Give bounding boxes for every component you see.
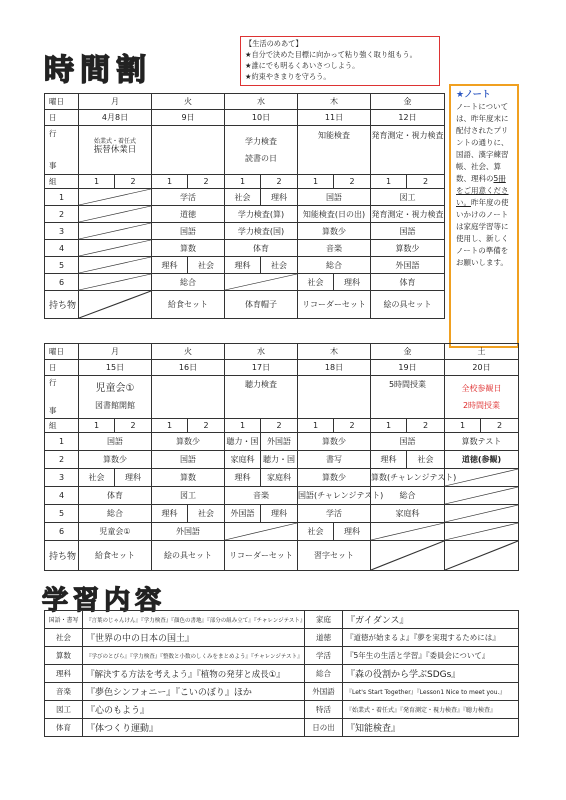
event-mon: 児童会① 図書館開館 — [79, 376, 152, 419]
w1-p4-fri: 算数少 — [371, 240, 445, 257]
w1-p4-thu: 音楽 — [298, 240, 371, 257]
subject-content: 『Let's Start Together』『Lesson1 Nice to meet you.』 — [343, 683, 519, 701]
empty-cell — [371, 523, 445, 541]
subject-content: 『解決する方法を考えよう』『植物の発芽と成長①』 — [83, 665, 305, 683]
content-row — [45, 629, 519, 647]
event-wed: 学力検査 読書の日 — [225, 126, 298, 175]
date-tue: 9日 — [152, 110, 225, 126]
empty-cell — [445, 541, 519, 571]
goals-title: 【生活のめあて】 — [245, 39, 303, 48]
subject-label: 外国語 — [305, 683, 343, 701]
w1-p5-fri: 外国語 — [371, 257, 445, 274]
subject-label: 国語・書写 — [45, 611, 83, 629]
goal-item: ★誰にでも明るくあいさつしよう。 — [245, 61, 360, 70]
w1-p6-fri: 体育 — [371, 274, 445, 291]
note-title: ★ノート — [456, 90, 491, 100]
w2-p5-fri: 家庭科 — [371, 505, 445, 523]
period-1: 1 — [45, 433, 79, 451]
w2-p2-fri1: 理科 — [371, 451, 407, 469]
w2-items-thu: 習字セット — [298, 541, 371, 571]
period-6: 6 — [45, 523, 79, 541]
subject-label: 算数 — [45, 647, 83, 665]
subject-label: 理科 — [45, 665, 83, 683]
event-thu — [298, 376, 371, 419]
w2-p3-mon2: 理科 — [115, 469, 152, 487]
date-mon: 4月8日 — [79, 110, 152, 126]
period-5: 5 — [45, 257, 79, 274]
subject-label: 体育 — [45, 719, 83, 737]
life-goals-box — [240, 36, 440, 86]
period-6: 6 — [45, 274, 79, 291]
w2-p4-wed: 音楽 — [225, 487, 298, 505]
empty-cell — [79, 257, 152, 274]
period-2: 2 — [45, 451, 79, 469]
items-label: 持ち物 — [45, 291, 79, 319]
w1-items-thu: リコーダーセット — [298, 291, 371, 319]
day-mon: 月 — [79, 344, 152, 360]
subject-content: 『始業式・着任式』『発育測定・視力検査』『聴力検査』 — [343, 701, 519, 719]
event-label: 行 事 — [45, 376, 79, 419]
w2-p1-tue: 算数少 — [152, 433, 225, 451]
subject-label: 道徳 — [305, 629, 343, 647]
w2-p5-tue1: 理科 — [152, 505, 188, 523]
empty-cell — [79, 291, 152, 319]
date: 16日 — [152, 360, 225, 376]
event-sat: 全校参観日 2時間授業 — [445, 376, 519, 419]
w1-p5-thu: 総合 — [298, 257, 371, 274]
date: 17日 — [225, 360, 298, 376]
content-row — [45, 683, 519, 701]
w2-p2-wed2: 聴力・国 — [261, 451, 298, 469]
w2-p5-mon: 総合 — [79, 505, 152, 523]
w2-p1-fri: 国語 — [371, 433, 445, 451]
w2-p1-sat: 算数テスト — [445, 433, 519, 451]
date: 15日 — [79, 360, 152, 376]
empty-cell — [225, 523, 298, 541]
event-wed: 聴力検査 — [225, 376, 298, 419]
w2-p5-tue2: 社会 — [188, 505, 225, 523]
w2-items-wed: リコーダーセット — [225, 541, 298, 571]
period-3: 3 — [45, 469, 79, 487]
day-mon: 月 — [79, 94, 152, 110]
subject-content: 『夢色シンフォニー』『こいのぼり』ほか — [83, 683, 305, 701]
w2-p2-sat: 道徳(参観) — [445, 451, 519, 469]
w2-p5-wed2: 理科 — [261, 505, 298, 523]
empty-cell — [445, 523, 519, 541]
w2-p1-mon: 国語 — [79, 433, 152, 451]
subject-content: 『学びのとびら』『学力検査』『整数と小数のしくみをまとめよう』『チャレンジテスト』 — [83, 647, 305, 665]
subject-content: 『世界の中の日本の国土』 — [83, 629, 305, 647]
class-label: 組 — [45, 419, 79, 433]
w1-p5-tue2: 社会 — [188, 257, 225, 274]
period-5: 5 — [45, 505, 79, 523]
period-4: 4 — [45, 487, 79, 505]
w1-p5-wed1: 理科 — [225, 257, 261, 274]
w1-p5-tue1: 理科 — [152, 257, 188, 274]
content-row — [45, 701, 519, 719]
schedule-title — [40, 52, 200, 86]
w2-items-mon: 給食セット — [79, 541, 152, 571]
subject-content: 『体つくり運動』 — [83, 719, 305, 737]
subject-content: 『ガイダンス』 — [343, 611, 519, 629]
empty-cell — [79, 223, 152, 240]
subject-content: 『心のもよう』 — [83, 701, 305, 719]
subject-label: 図工 — [45, 701, 83, 719]
w1-p6-thu2: 理科 — [334, 274, 371, 291]
date: 20日 — [445, 360, 519, 376]
w2-p3-thu: 算数少 — [298, 469, 371, 487]
w2-p4-tue: 図工 — [152, 487, 225, 505]
day-fri: 金 — [371, 344, 445, 360]
goal-item: ★約束やきまりを守ろう。 — [245, 72, 331, 81]
subject-content: 『5年生の生活と学習』『委員会について』 — [343, 647, 519, 665]
period-3: 3 — [45, 223, 79, 240]
w2-p5-wed1: 外国語 — [225, 505, 261, 523]
svg-text:学習内容: 学習内容 — [42, 586, 167, 616]
w1-p1-thu: 国語 — [298, 189, 371, 206]
w2-p3-wed2: 家庭科 — [261, 469, 298, 487]
subject-label: 音楽 — [45, 683, 83, 701]
class-label: 組 — [45, 175, 79, 189]
subject-label: 社会 — [45, 629, 83, 647]
w1-p6-tue: 総合 — [152, 274, 225, 291]
w1-p1-wed1: 社会 — [225, 189, 261, 206]
empty-cell — [225, 274, 298, 291]
w2-p4-fri: 総合 — [371, 487, 445, 505]
items-label: 持ち物 — [45, 541, 79, 571]
period-1: 1 — [45, 189, 79, 206]
day-wed: 水 — [225, 94, 298, 110]
empty-cell — [371, 541, 445, 571]
w2-p2-wed1: 家庭科 — [225, 451, 261, 469]
content-row — [45, 665, 519, 683]
day-tue: 火 — [152, 94, 225, 110]
empty-cell — [445, 505, 519, 523]
note-text: ノートについては、昨年度末に配付されたプリントの通りに、国語、漢字練習帳、社会、算数、理科の — [456, 102, 509, 183]
goal-item: ★自分で決めた目標に向かって粘り強く取り組もう。 — [245, 50, 417, 59]
notebook-note — [449, 84, 519, 348]
day-thu: 木 — [298, 94, 371, 110]
period-4: 4 — [45, 240, 79, 257]
learning-content-table — [44, 610, 519, 737]
w1-items-fri: 絵の具セット — [371, 291, 445, 319]
empty-cell — [445, 469, 519, 487]
w2-p6-mon: 児童会① — [79, 523, 152, 541]
event-tue — [152, 126, 225, 175]
day-fri: 金 — [371, 94, 445, 110]
w1-items-tue: 給食セット — [152, 291, 225, 319]
date-thu: 11日 — [298, 110, 371, 126]
empty-cell — [79, 189, 152, 206]
period-2: 2 — [45, 206, 79, 223]
date-fri: 12日 — [371, 110, 445, 126]
w1-p5-wed2: 社会 — [261, 257, 298, 274]
subject-label: 学活 — [305, 647, 343, 665]
subject-label: 特活 — [305, 701, 343, 719]
w1-p1-fri: 図工 — [371, 189, 445, 206]
date-label: 日 — [45, 110, 79, 126]
w2-p3-wed1: 理科 — [225, 469, 261, 487]
w1-p2-fri: 発育測定・視力検査 — [371, 206, 445, 223]
date-label: 日 — [45, 360, 79, 376]
content-row — [45, 719, 519, 737]
empty-cell — [445, 487, 519, 505]
w2-p6-thu1: 社会 — [298, 523, 334, 541]
subject-label: 家庭 — [305, 611, 343, 629]
youbi-label: 曜日 — [45, 344, 79, 360]
w2-p4-mon: 体育 — [79, 487, 152, 505]
w1-p1-wed2: 理科 — [261, 189, 298, 206]
w2-p1-wed1: 聴力・国 — [225, 433, 261, 451]
w2-p4-thu: 国語(チャレンジテスト) — [298, 487, 371, 505]
subject-label: 日の出 — [305, 719, 343, 737]
w1-items-wed: 体育帽子 — [225, 291, 298, 319]
empty-cell — [79, 240, 152, 257]
w2-p2-fri2: 社会 — [407, 451, 445, 469]
empty-cell — [79, 274, 152, 291]
w1-p3-fri: 国語 — [371, 223, 445, 240]
event-fri: 5時間授業 — [371, 376, 445, 419]
subject-content: 『知能検査』 — [343, 719, 519, 737]
empty-cell — [79, 206, 152, 223]
day-sat: 土 — [445, 344, 519, 360]
subject-content: 『言葉のじゃんけん』『学力検査』『顔色の書地』『部分の組み立て』『チャレンジテスト』 — [83, 611, 305, 629]
w2-p3-mon1: 社会 — [79, 469, 115, 487]
w2-p2-tue: 国語 — [152, 451, 225, 469]
w1-p2-tue: 道徳 — [152, 206, 225, 223]
w1-p4-tue: 算数 — [152, 240, 225, 257]
svg-text:時間割: 時間割 — [44, 53, 152, 88]
event-label: 行 事 — [45, 126, 79, 175]
w2-p6-thu2: 理科 — [334, 523, 371, 541]
w1-p3-tue: 国語 — [152, 223, 225, 240]
day-wed: 水 — [225, 344, 298, 360]
content-row — [45, 611, 519, 629]
content-row — [45, 647, 519, 665]
event-thu: 知能検査 — [298, 126, 371, 175]
w1-p2-wed: 学力検査(算) — [225, 206, 298, 223]
w2-p3-tue: 算数 — [152, 469, 225, 487]
w1-p2-thu: 知能検査(日の出) — [298, 206, 371, 223]
w2-p3-fri: 算数(チャレンジテスト) — [371, 469, 445, 487]
event-mon: 始業式・着任式 振替休業日 — [79, 126, 152, 175]
w2-p6-tue: 外国語 — [152, 523, 225, 541]
date: 19日 — [371, 360, 445, 376]
w1-p1-tue: 学活 — [152, 189, 225, 206]
note-underline: 5冊をご用意ください。 — [456, 174, 509, 207]
w1-p4-wed: 体育 — [225, 240, 298, 257]
week2-schedule-table: 曜日 月 火 水 木 金 土 日 15日 16日 17日 18日 19日 20日 行 事 児童会① 図書館開館 聴力検査 5時間授業 全校参観日 2時間授業 組 1 2 1 2 1 2 1 2 1 2 1 2 1 国語 算数少 聴力・国 外国語 算数少 国語 算数テスト 2 算数少 国語 家庭科 聴力・国 書写 理科 社会 道徳(参観) 3 社会 理科 算数 理科 家庭科 算数少 算数(チャレンジテスト) 4 体育 図工 音楽 国語(チャレンジテスト) 総合 5 総合 理科 社会 外国語 理科 学活 家庭科 6 児童会① 外国語 社会 理科 持ち物 給食セット 絵の具セット リコーダーセット 習字セット — [44, 343, 519, 571]
note-text-2: 昨年度の使いかけのノートは家庭学習等に使用し、新しくノートの準備をお願いします。 — [456, 198, 509, 267]
w2-p2-mon: 算数少 — [79, 451, 152, 469]
day-tue: 火 — [152, 344, 225, 360]
youbi-label: 曜日 — [45, 94, 79, 110]
subject-label: 総合 — [305, 665, 343, 683]
subject-content: 『道徳が始まるよ』『夢を実現するためには』 — [343, 629, 519, 647]
event-tue — [152, 376, 225, 419]
w1-p6-thu1: 社会 — [298, 274, 334, 291]
w1-p3-wed: 学力検査(国) — [225, 223, 298, 240]
w2-p5-thu: 学活 — [298, 505, 371, 523]
week1-schedule-table: 曜日 月 火 水 木 金 日 4月8日 9日 10日 11日 12日 行 事 始業式・着任式 振替休業日 学力検査 読書の日 知能検査 発育測定・視力検査 組 1 2 1 2 1 2 1 2 1 2 1 学活 社会 理科 国語 図工 2 道徳 学力検査(算) 知能検査(日の出) 発育測定・視力検査 3 国語 学力検査(国) 算数少 国語 4 算数 体育 音楽 算数少 5 理科 社会 理科 社会 総合 外国語 6 総合 社会 理科 体育 持ち物 給食セット 体育帽子 リコーダーセット 絵の具セット — [44, 93, 445, 319]
event-fri: 発育測定・視力検査 — [371, 126, 445, 175]
w2-p1-thu: 算数少 — [298, 433, 371, 451]
w2-items-tue: 絵の具セット — [152, 541, 225, 571]
w1-p3-thu: 算数少 — [298, 223, 371, 240]
w2-p1-wed2: 外国語 — [261, 433, 298, 451]
date-wed: 10日 — [225, 110, 298, 126]
subject-content: 『森の役割から学ぶSDGs』 — [343, 665, 519, 683]
day-thu: 木 — [298, 344, 371, 360]
date: 18日 — [298, 360, 371, 376]
w2-p2-thu: 書写 — [298, 451, 371, 469]
